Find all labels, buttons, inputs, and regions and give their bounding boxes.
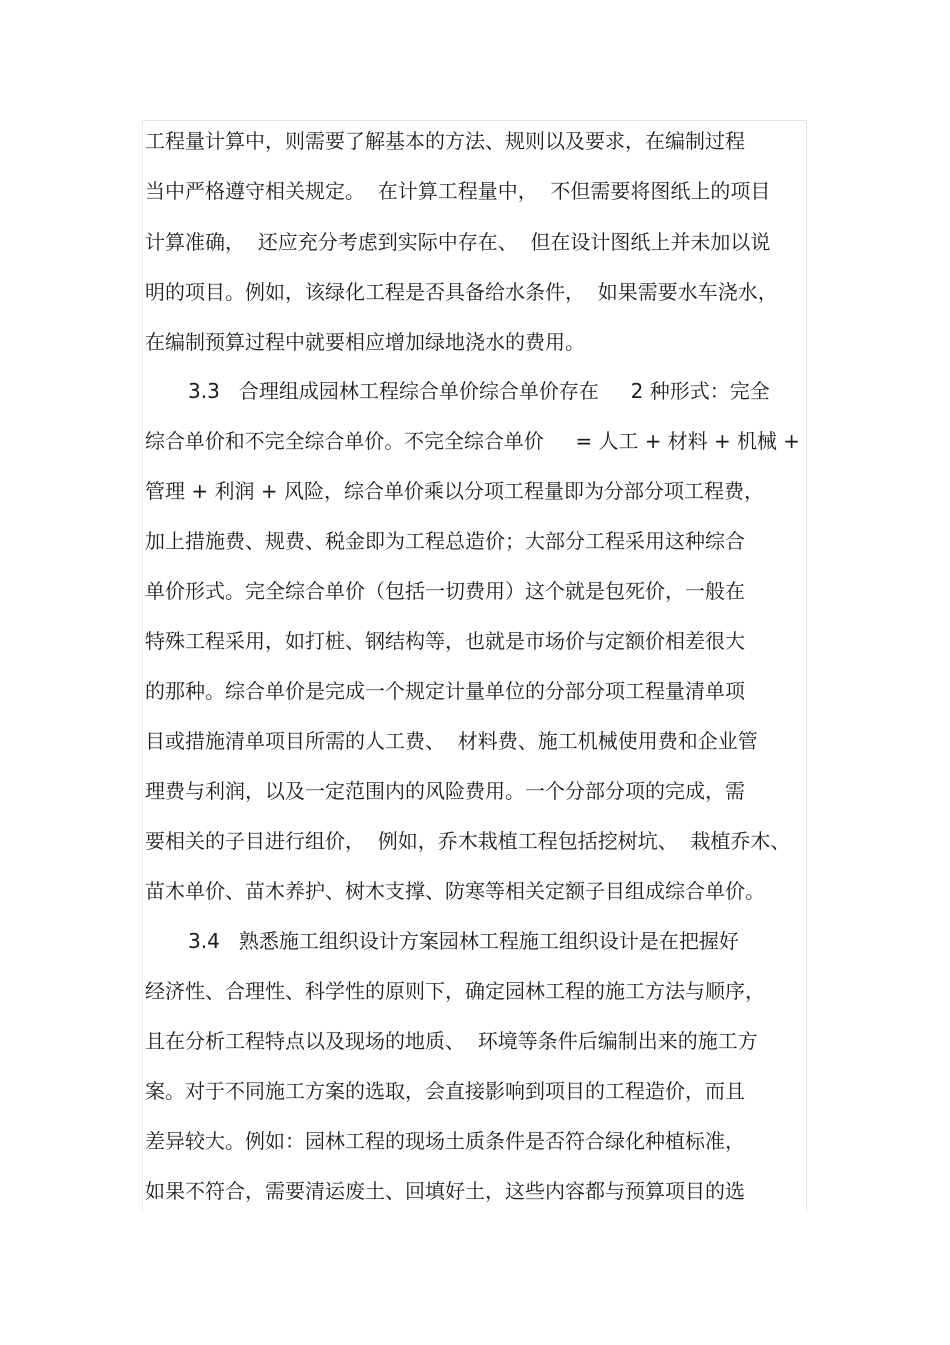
text-line: 案。对于不同施工方案的选取，会直接影响到项目的工程造价，而且 (145, 1079, 745, 1103)
text-line: 目或措施清单项目所需的人工费、 材料费、施工机械使用费和企业管 (145, 729, 758, 753)
text-line: 经济性、合理性、科学性的原则下，确定园林工程的施工方法与顺序， (145, 979, 765, 1003)
section-heading-3-4: 3.4 熟悉施工组织设计方案园林工程施工组织设计是在把握好 (188, 929, 739, 953)
text-line: 在编制预算过程中就要相应增加绿地浇水的费用。 (145, 330, 585, 354)
text-line: 如果不符合，需要清运废土、回填好土，这些内容都与预算项目的选 (145, 1179, 745, 1203)
text-line: 的那种。综合单价是完成一个规定计量单位的分部分项工程量清单项 (145, 679, 745, 703)
text-line: 当中严格遵守相关规定。 在计算工程量中， 不但需要将图纸上的项目 (145, 179, 771, 203)
text-line: 理费与利润，以及一定范围内的风险费用。一个分部分项的完成，需 (145, 779, 745, 803)
text-line: 综合单价和不完全综合单价。不完全综合单价 = 人工 + 材料 + 机械 + (145, 429, 800, 453)
section-heading-3-3: 3.3 合理组成园林工程综合单价综合单价存在 2 种形式：完全 (188, 379, 770, 403)
text-line: 差异较大。例如：园林工程的现场土质条件是否符合绿化种植标准， (145, 1129, 745, 1153)
text-line: 且在分析工程特点以及现场的地质、 环境等条件后编制出来的施工方 (145, 1029, 758, 1053)
text-line: 加上措施费、规费、税金即为工程总造价；大部分工程采用这种综合 (145, 529, 745, 553)
text-line: 要相关的子目进行组价， 例如，乔木栽植工程包括挖树坑、 栽植乔木、 (145, 829, 791, 853)
text-line: 特殊工程采用，如打桩、钢结构等，也就是市场价与定额价相差很大 (145, 629, 745, 653)
text-line: 苗木单价、苗木养护、树木支撑、防寒等相关定额子目组成综合单价。 (145, 879, 765, 903)
text-line: 单价形式。完全综合单价（包括一切费用）这个就是包死价，一般在 (145, 579, 745, 603)
text-line: 工程量计算中，则需要了解基本的方法、规则以及要求，在编制过程 (145, 129, 745, 153)
text-line: 计算准确， 还应充分考虑到实际中存在、 但在设计图纸上并未加以说 (145, 230, 771, 254)
text-line: 明的项目。例如，该绿化工程是否具备给水条件， 如果需要水车浇水， (145, 280, 778, 304)
text-line: 管理 + 利润 + 风险，综合单价乘以分项工程量即为分部分项工程费， (145, 479, 764, 503)
